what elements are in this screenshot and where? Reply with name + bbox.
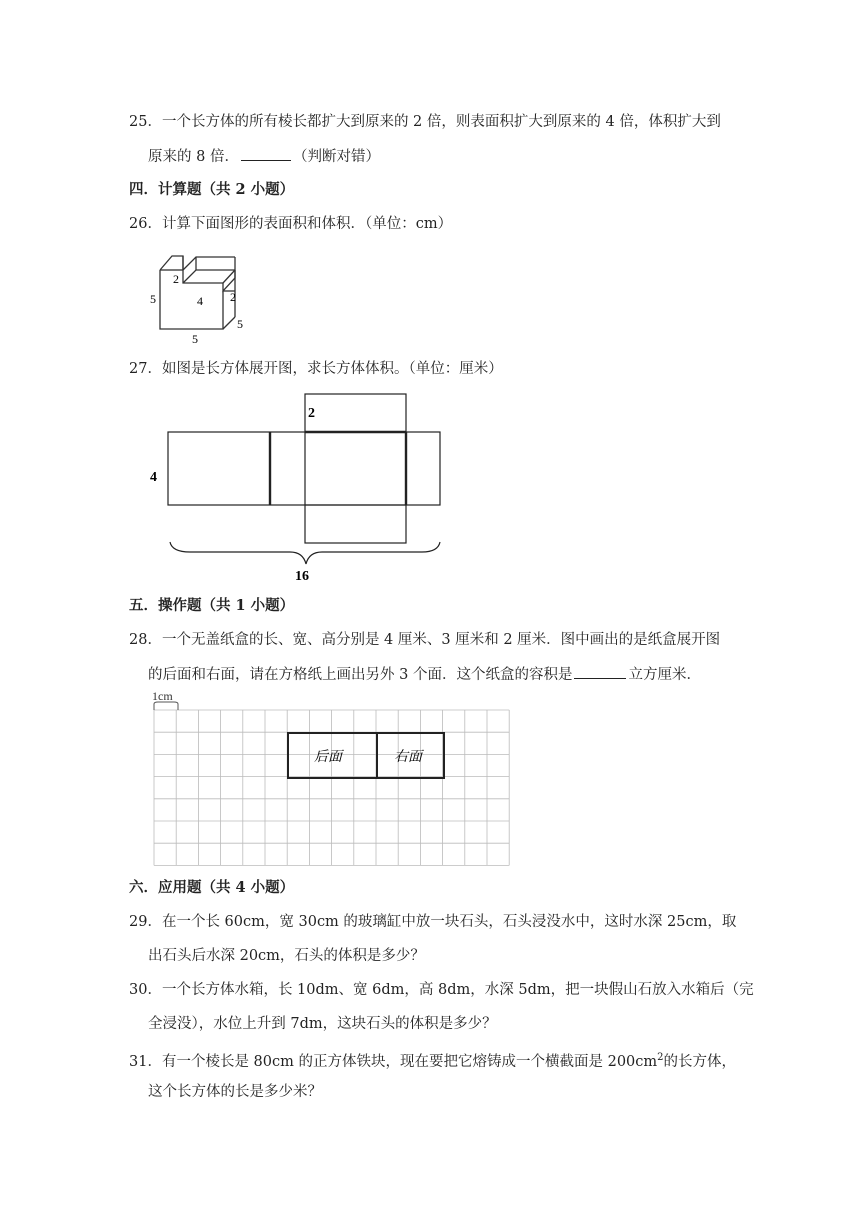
question-31-suffix: 的长方体，: [663, 1053, 737, 1070]
answer-blank[interactable]: [574, 664, 626, 679]
question-31-line2: 这个长方体的长是多少米？: [148, 1084, 322, 1100]
question-25-text: 原来的 8 倍．: [148, 149, 239, 165]
grid-unit-label: 1cm: [152, 689, 173, 703]
question-30-line2: 全浸没），水位上升到 7dm，这块石头的体积是多少？: [148, 1016, 497, 1032]
section-title-application: 六．应用题（共 4 小题）: [129, 879, 295, 896]
question-26: 26．计算下面图形的表面积和体积．（单位：cm）: [129, 216, 453, 232]
label-right-height: 2: [230, 290, 236, 304]
question-31-text: 31．有一个棱长是 80cm 的正方体铁块，现在要把它熔铸成一个横截面是 200cm: [129, 1053, 658, 1070]
label-inner-height: 2: [173, 272, 179, 286]
question-30-line1: 30．一个长方体水箱，长 10dm、宽 6dm，高 8dm，水深 5dm，把一块假山石放入水箱后（完: [129, 982, 754, 998]
label-inner-width: 4: [197, 294, 203, 308]
question-29-line1: 29．在一个长 60cm，宽 30cm 的玻璃缸中放一块石头，石头浸没水中，这时水深 25cm，取: [129, 914, 737, 930]
question-25-suffix: （判断对错）: [292, 149, 380, 165]
question-28-text: 的后面和右面，请在方格纸上画出另外 3 个面．这个纸盒的容积是: [148, 667, 573, 683]
section-title-operation: 五．操作题（共 1 小题）: [129, 597, 295, 614]
label-left-height: 5: [150, 292, 156, 306]
question-27: 27．如图是长方体展开图，求长方体体积。（单位：厘米）: [129, 361, 503, 377]
grid-paper-figure: [148, 688, 518, 868]
question-29-line2: 出石头后水深 20cm，石头的体积是多少？: [148, 948, 425, 964]
answer-blank[interactable]: [241, 146, 291, 161]
label-net-bottom: 16: [295, 569, 309, 584]
question-28-suffix: 立方厘米．: [628, 667, 701, 683]
label-net-top: 2: [308, 406, 315, 421]
back-face-label: 后面: [314, 750, 342, 765]
question-31-line1: [129, 1048, 736, 1072]
right-face-label: 右面: [394, 750, 422, 765]
question-25-line1: 25．一个长方体的所有棱长都扩大到原来的 2 倍，则表面积扩大到原来的 4 倍，体积扩大到: [129, 114, 721, 130]
cuboid-notch-figure: [140, 243, 260, 348]
label-bottom-width: 5: [192, 332, 198, 346]
cuboid-net-figure: [140, 390, 450, 585]
section-title-calculation: 四．计算题（共 2 小题）: [129, 181, 295, 198]
question-25-line2: [148, 146, 380, 167]
label-depth: 5: [237, 317, 243, 331]
question-28-line2: [148, 664, 701, 685]
question-28-line1: 28．一个无盖纸盒的长、宽、高分别是 4 厘米、3 厘米和 2 厘米．图中画出的是纸盒展开图: [129, 632, 721, 648]
superscript-two: 2: [657, 1052, 664, 1063]
label-net-left: 4: [150, 470, 157, 485]
